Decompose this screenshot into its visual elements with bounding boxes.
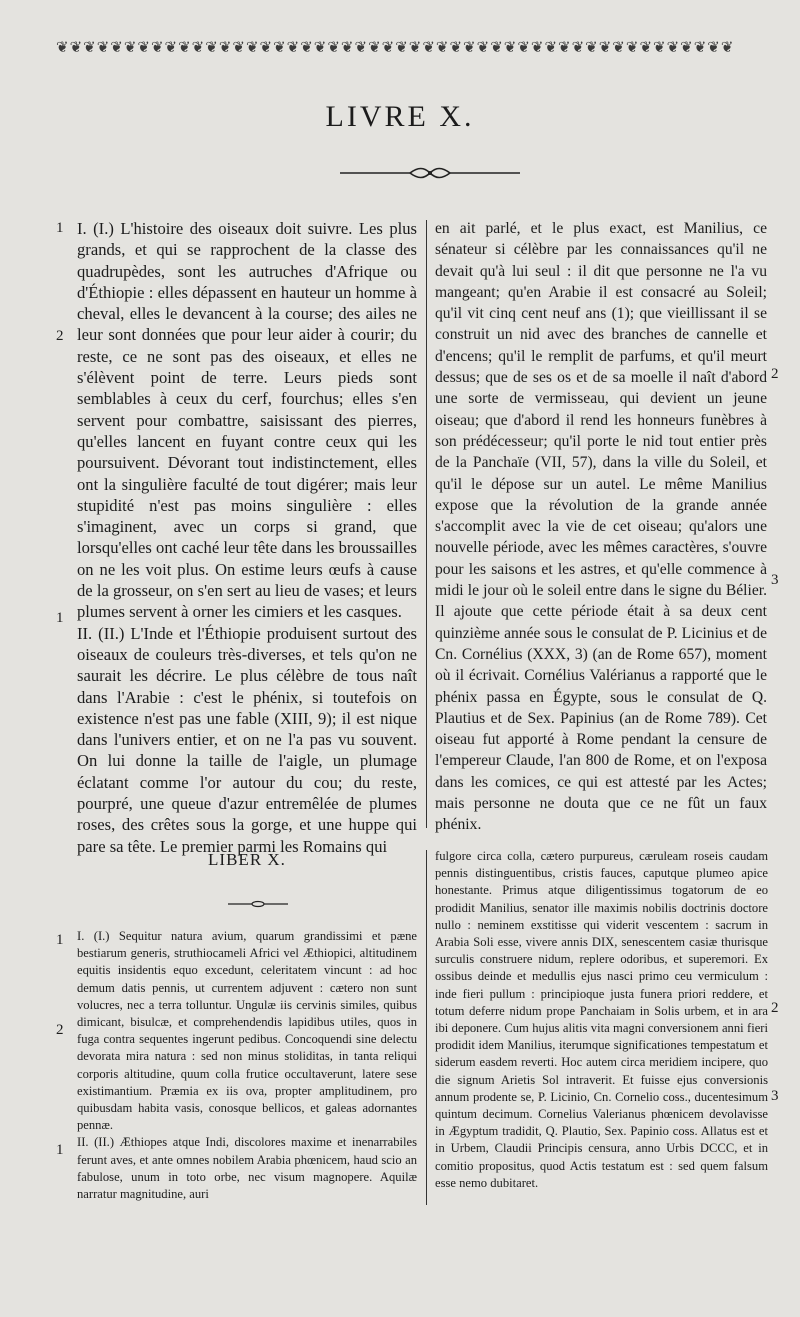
section-number: 1 [56, 610, 64, 626]
column-divider [426, 850, 427, 1205]
latin-title: LIBER X. [208, 850, 286, 869]
section-number: 1 [56, 1142, 64, 1158]
page-title: LIVRE X. [325, 100, 475, 133]
section-number: 2 [771, 1000, 779, 1016]
section-number: 3 [771, 572, 779, 588]
section-number: 1 [56, 220, 64, 236]
latin-text-left-column [77, 928, 417, 1218]
french-text-right-column [435, 218, 767, 834]
french-paragraph-2: II. (II.) L'Inde et l'Éthiopie produisent surtout des oiseaux de couleurs très-diverses, et tels qu'on ne saurait les décrire. Le plus célèbre de tous naît dans l'Arabie : c'est le phénix, si toutefois on existence n'est pas une fable (XIII, 9); il est nique dans l'univers entier, et on ne l'a pas vu souvent. On lui donne la taille de l'aigle, un plumage éclatant comme l'or autour du cou; du reste, pourpré, une queue d'azur entremêlée de plumes roses, des crêtes sous la gorge, et une huppe qui pare sa tête. Le premier parmi les Romains qui [77, 623, 417, 856]
french-text-left-column [77, 218, 417, 856]
section-number: 2 [56, 328, 64, 344]
small-rule-ornament-icon [228, 900, 288, 908]
scroll-rule-ornament-icon [340, 166, 520, 180]
section-number: 1 [56, 932, 64, 948]
section-number: 2 [56, 1022, 64, 1038]
french-paragraph-1: I. (I.) L'histoire des oiseaux doit suivre. Les plus grands, et qui se rapprochent de la classe des quadrupèdes, sont les autruches d'Afrique ou d'Éthiopie : elles dépassent en hauteur un homme à cheval, elles le devancent à la course; des ailes ne leur sont données que pour leur aider à courir; du reste, ce ne sont pas des oiseaux, et elles ne s'élèvent point de terre. Leurs pieds sont semblables à ceux du cerf, fourchus; elles s'en servent pour combattre, saisissant des pierres, qu'elles lancent en fuyant contre ceux qui les poursuivent. Dévorant tout indistinctement, elles ont la singulière faculté de tout digérer; mais leur stupidité n'est pas moins singulière : elles s'imaginent, avec un corps si grand, que lorsqu'elles ont caché leur tête dans les broussailles on ne les voit plus. On estime leurs œufs à cause de la grosseur, on s'en sert au lieu de vases; et leurs plumes servent à orner les cimiers et les casques. [77, 219, 417, 622]
french-paragraph-3: en ait parlé, et le plus exact, est Manilius, ce sénateur si célèbre par les connaissances qu'il ne devait qu'à lui seul : il dit que personne ne l'a vu mangeant; qu'en Arabie il est consacré au Soleil; qu'il vit cinq cent neuf ans (1); que vieillissant il se construit un nid avec des branches de cannelle et d'encens; qu'il le remplit de parfums, et qu'il meurt dessus; que de ses os et de sa moelle il naît d'abord une sorte de vermisseau, qui devient un jeune oiseau; que d'abord il rend les honneurs funèbres à son prédécesseur; qu'il porte le nid tout entier près de la Panchaïe (VII, 57), dans la ville du Soleil, et qu'il le dépose sur un autel. Le même Manilius expose que la révolution de la grande année s'accomplit avec la vie de cet oiseau; qu'alors une nouvelle période, avec les mêmes caractères, s'ouvre pour les saisons et les astres, et qu'elle commence à midi le jour où le soleil entre dans le signe du Bélier. Il ajoute que cette période était à sa deux cent quinzième année sous le consulat de P. Licinius et de Cn. Cornélius (XXX, 3) (an de Rome 657), moment où il écrivait. Cornélius Valérianus a rapporté que le phénix passa en Égypte, sous le consulat de Q. Plautius et de Sex. Papinius (an de Rome 789). Cet oiseau fut apporté à Rome pendant la censure de l'empereur Claude, l'an 800 de Rome, et on l'exposa dans les comices, ce qui est attesté par les Actes; mais personne ne douta que ce ne fût un faux phénix. [435, 220, 767, 834]
latin-paragraph-3: fulgore circa colla, cætero purpureus, cæruleam roseis caudam pennis distinguentibus, cristis fauces, caputque plumeo apice honestante. Primus atque diligentissimus togatorum de eo prodidit Manilius, senator ille maximis nobilis doctrinis doctore nullo : neminem exstitisse qui viderit vescentem : sacrum in Arabia Soli esse, vivere annis DIX, senescentem casiæ thurisque surculis construere nidum, replere odoribus, et superemori. Ex ossibus deinde et medullis ejus nasci primo ceu vermiculum : inde fieri pullum : principioque justa funera priori reddere, et totum deferre nidum prope Panchaiam in Solis urbem, et in ara ibi deponere. Cum hujus alitis vita magni conversionem anni fieri prodidit idem Manilius, iterumque significationes tempestatum et siderum easdem reverti. Hoc autem circa meridiem incipere, quo die signum Arietis Sol intraverit. Et fuisse ejus conversionis annum prodente se, P. Licinio, Cn. Cornelio coss., ducentesimum quintum decimum. Cornelius Valerianus phœnicem devolavisse in Ægyptum tradidit, Q. Plautio, Sex. Papinio coss. Allatus est et in Urbem, Claudii Principis censura, anno Urbis DCCC, et in comitio propositus, quod Actis testatum est : sed quem falsum esse nemo dubitaret. [435, 849, 768, 1190]
leaf-ornament-band-icon: ❦❦❦❦❦❦❦❦❦❦❦❦❦❦❦❦❦❦❦❦❦❦❦❦❦❦❦❦❦❦❦❦❦❦❦❦❦❦❦❦❦❦❦❦❦❦❦❦❦❦ [56, 40, 735, 56]
latin-text-right-column [435, 848, 768, 1208]
section-number: 2 [771, 366, 779, 382]
latin-paragraph-2: II. (II.) Æthiopes atque Indi, discolores maxime et inenarrabiles ferunt aves, et ante omnes nobilem Arabia phœnicem, haud scio an fabulose, unum in toto orbe, nec visum magnopere. Aquilæ narratur magnitudine, auri [77, 1135, 417, 1202]
column-divider [426, 220, 427, 828]
section-number: 3 [771, 1088, 779, 1104]
latin-paragraph-1: I. (I.) Sequitur natura avium, quarum grandissimi et pæne bestiarum generis, struthiocameli Africi vel Æthiopici, altitudinem equitis insidentis equo excedunt, celeritatem vincunt : ad hoc demum datis pennis, ut currentem adjuvent : cætero non sunt volucres, nec a terra tolluntur. Ungulæ iis cervinis similes, quibus dimicant, bisulcæ, et comprehendendis lapidibus utiles, quos in fuga contra sequentes ingerunt pedibus. Concoquendi sine delectu devorata mira natura : sed non minus stoliditas, in tanta reliqui corporis altitudine, quum colla frutice occultaverunt, latere sese existimantium. Præmia ex iis ova, propter amplitudinem, pro quibusdam habita vasis, conosque bellicos, et galeas adornantes pennæ. [77, 929, 417, 1133]
